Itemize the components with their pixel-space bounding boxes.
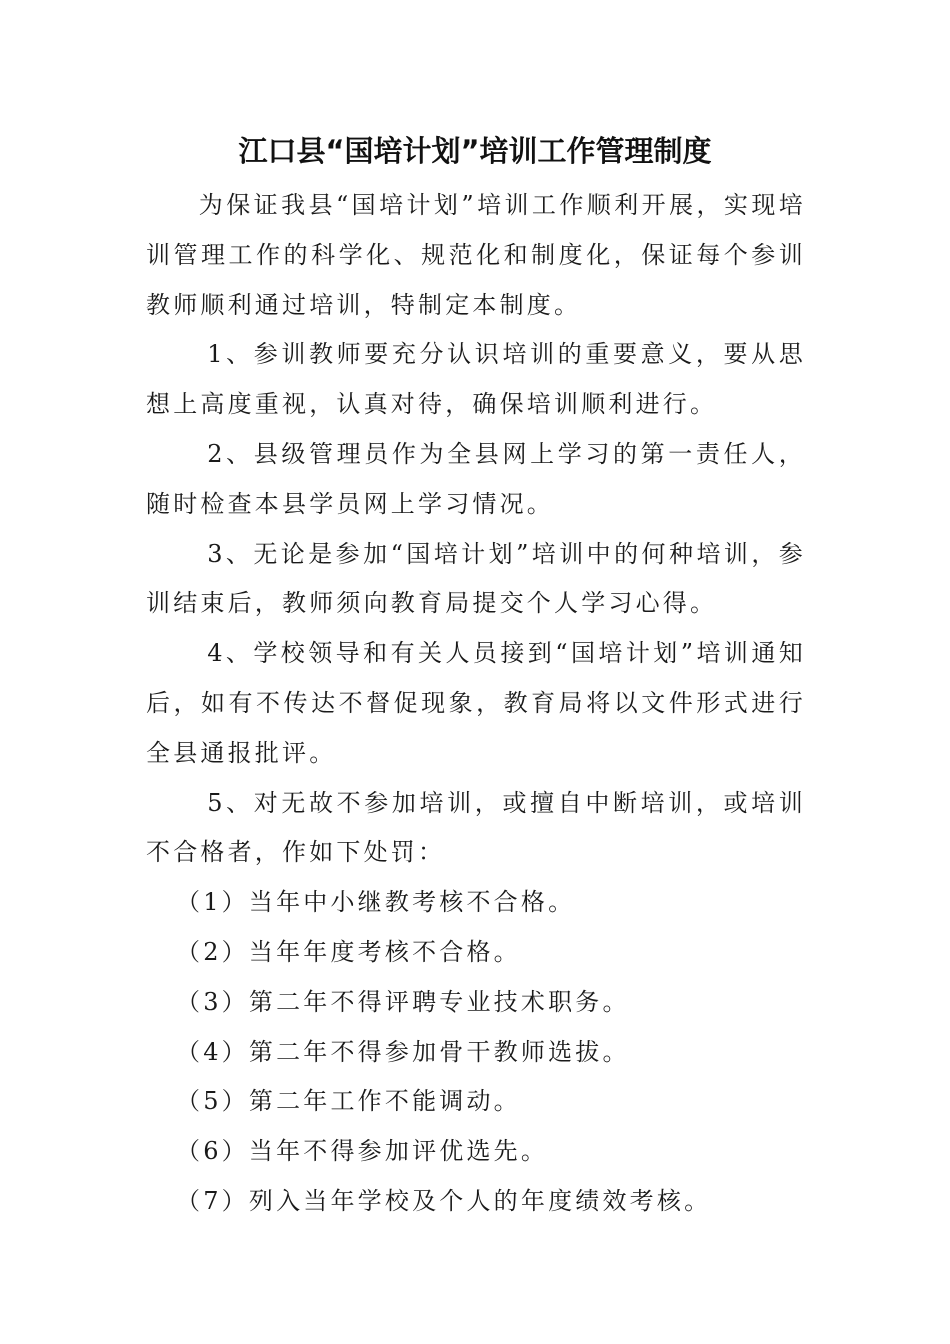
penalty-item-3: （3）第二年不得评聘专业技术职务。 xyxy=(176,987,630,1016)
document-title: 江口县“国培计划”培训工作管理制度 xyxy=(238,134,712,168)
penalty-item-6: （6）当年不得参加评优选先。 xyxy=(176,1137,549,1166)
intro-paragraph: 为保证我县“国培计划”培训工作顺利开展，实现培训管理工作的科学化、规范化和制度化，保证每个参训教师顺利通过培训，特制定本制度。 xyxy=(146,191,806,319)
rule-4: 4、学校领导和有关人员接到“国培计划”培训通知后，如有不传达不督促现象，教育局将以文件形式进行全县通报批评。 xyxy=(146,639,806,767)
penalty-item-2: （2）当年年度考核不合格。 xyxy=(176,937,521,966)
rule-3: 3、无论是参加“国培计划”培训中的何种培训，参训结束后，教师须向教育局提交个人学习心得。 xyxy=(146,539,806,618)
rule-2: 2、县级管理员作为全县网上学习的第一责任人，随时检查本县学员网上学习情况。 xyxy=(146,439,806,518)
penalty-item-1: （1）当年中小继教考核不合格。 xyxy=(176,888,576,917)
rule-5: 5、对无故不参加培训，或擅自中断培训，或培训不合格者，作如下处罚： xyxy=(146,788,806,867)
rule-1: 1、参训教师要充分认识培训的重要意义，要从思想上高度重视，认真对待，确保培训顺利进行。 xyxy=(146,340,806,419)
penalty-item-7: （7）列入当年学校及个人的年度绩效考核。 xyxy=(176,1186,712,1215)
penalty-item-5: （5）第二年工作不能调动。 xyxy=(176,1087,521,1116)
document-body xyxy=(146,181,806,1227)
penalty-item-4: （4）第二年不得参加骨干教师选拔。 xyxy=(176,1037,630,1066)
